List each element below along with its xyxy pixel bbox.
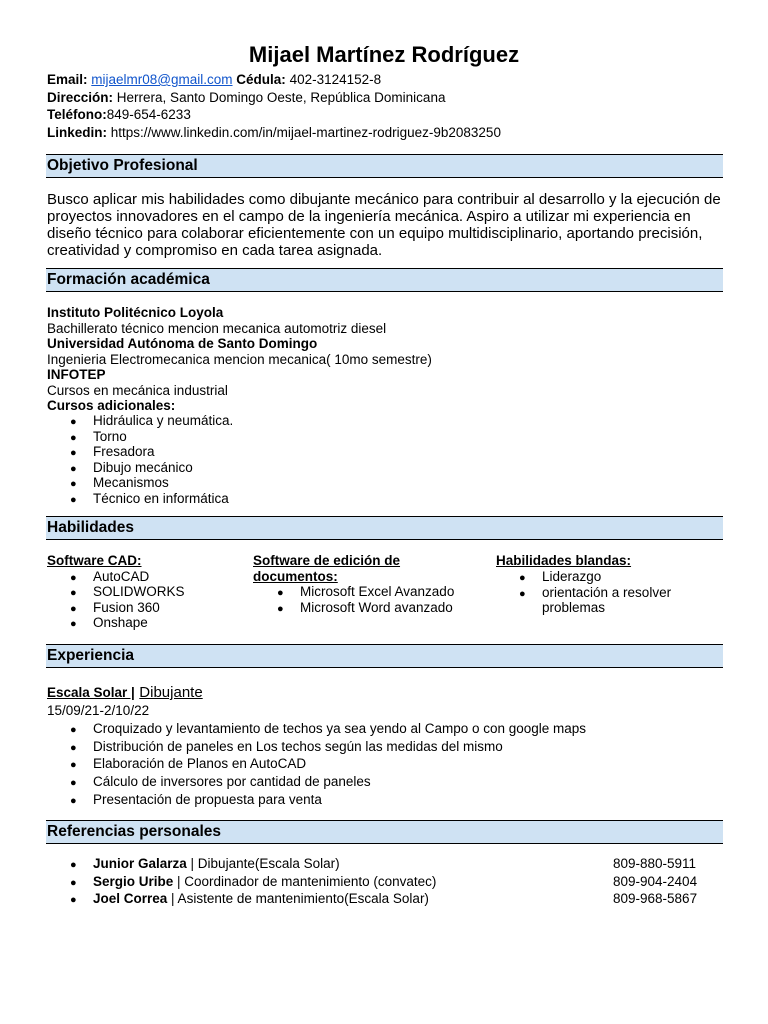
list-item (70, 413, 77, 428)
cedula-label: Cédula: (236, 72, 286, 87)
list-item (277, 600, 284, 615)
bullet-icon: ● (70, 618, 77, 630)
section-header-skills: Habilidades (46, 516, 723, 540)
cad-label: Software CAD: (47, 553, 142, 568)
course-item: Torno (93, 429, 127, 444)
resume-name: Mijael Martínez Rodríguez (248, 42, 520, 67)
job-role: Dibujante (139, 684, 203, 701)
list-item (70, 874, 77, 889)
cad-item: AutoCAD (93, 569, 150, 584)
list-item (70, 584, 77, 599)
list-item (70, 444, 77, 459)
docs-label-line-1: Software de edición de (253, 553, 401, 568)
list-item (70, 756, 77, 771)
reference-item (93, 856, 340, 871)
cedula-value: 402-3124152-8 (289, 72, 382, 87)
list-item (519, 569, 526, 584)
cad-item: Onshape (93, 615, 148, 630)
reference-phone: 809-904-2404 (613, 874, 698, 889)
linkedin-label: Linkedin: (47, 125, 107, 140)
reference-item (93, 874, 436, 889)
bullet-icon: ● (70, 742, 77, 754)
cad-item: SOLIDWORKS (93, 584, 185, 599)
list-item (70, 774, 77, 789)
reference-phone: 809-880-5911 (613, 856, 697, 871)
docs-label-line-2: documentos: (253, 569, 338, 584)
bullet-icon: ● (70, 572, 77, 584)
bullet-icon: ● (519, 572, 526, 584)
cad-item: Fusion 360 (93, 600, 160, 615)
section-header-education: Formación académica (46, 268, 723, 292)
bullet-icon: ● (70, 432, 77, 444)
program-3: Cursos en mecánica industrial (47, 383, 228, 398)
address-value: Herrera, Santo Domingo Oeste, República Dominicana (116, 90, 446, 105)
email-link[interactable]: mijaelmr08@gmail.com (91, 72, 233, 87)
bullet-icon: ● (70, 759, 77, 771)
linkedin-value[interactable]: https://www.linkedin.com/in/mijael-martinez-rodriguez-9b2083250 (110, 125, 501, 140)
bullet-icon: ● (70, 416, 77, 428)
bullet-icon: ● (70, 494, 77, 506)
email-label: Email: (47, 72, 88, 87)
list-item (519, 585, 526, 600)
bullet-icon: ● (277, 603, 284, 615)
bullet-icon: ● (70, 587, 77, 599)
bullet-icon: ● (70, 463, 77, 475)
soft-skill-item-cont: problemas (542, 600, 606, 615)
list-item (70, 891, 77, 906)
bullet-icon: ● (277, 587, 284, 599)
objective-text: Busco aplicar mis habilidades como dibujante mecánico para contribuir al desarrollo y la ejecución de proyectos innovadores en el campo de la ingeniería mecánica. Aspiro a utilizar mi experiencia en diseño técnico para colaborar eficientemente con un equipo multidisciplinario, aportando precisión, creatividad y compromiso en cada tarea asignada. (47, 191, 721, 259)
task-item: Cálculo de inversores por cantidad de paneles (93, 774, 371, 789)
section-header-objective: Objetivo Profesional (46, 154, 723, 178)
list-item (70, 721, 77, 736)
institution-1: Instituto Politécnico Loyola (47, 305, 224, 320)
reference-name: Sergio Uribe (93, 874, 174, 889)
list-item (70, 475, 77, 490)
contact-line-1 (47, 72, 381, 87)
list-item (70, 739, 77, 754)
course-item: Mecanismos (93, 475, 169, 490)
contact-line-4 (47, 125, 501, 140)
bullet-icon: ● (70, 724, 77, 736)
list-item (70, 600, 77, 615)
course-item: Hidráulica y neumática. (93, 413, 234, 428)
bullet-icon: ● (70, 478, 77, 490)
bullet-icon: ● (70, 795, 77, 807)
job-title-line (47, 684, 203, 702)
task-item: Elaboración de Planos en AutoCAD (93, 756, 307, 771)
reference-desc: | Asistente de mantenimiento(Escala Solar) (167, 891, 429, 906)
job-dates: 15/09/21-2/10/22 (47, 703, 150, 718)
institution-2: Universidad Autónoma de Santo Domingo (47, 336, 318, 351)
institution-3: INFOTEP (47, 367, 106, 382)
program-1: Bachillerato técnico mencion mecanica automotriz diesel (47, 321, 387, 336)
bullet-icon: ● (70, 447, 77, 459)
bullet-icon: ● (70, 603, 77, 615)
reference-name: Joel Correa (93, 891, 168, 906)
task-item: Presentación de propuesta para venta (93, 792, 322, 807)
docs-item: Microsoft Word avanzado (300, 600, 453, 615)
contact-line-2 (47, 90, 445, 105)
bullet-icon: ● (70, 894, 77, 906)
courses-label: Cursos adicionales: (47, 398, 176, 413)
list-item (70, 856, 77, 871)
list-item (277, 584, 284, 599)
course-item: Dibujo mecánico (93, 460, 193, 475)
contact-line-3 (47, 107, 191, 122)
bullet-icon: ● (519, 588, 526, 600)
section-header-references: Referencias personales (46, 820, 723, 844)
program-2: Ingenieria Electromecanica mencion mecanica( 10mo semestre) (47, 352, 432, 367)
bullet-icon: ● (70, 877, 77, 889)
section-header-experience: Experiencia (46, 644, 723, 668)
bullet-icon: ● (70, 859, 77, 871)
reference-name: Junior Galarza (93, 856, 187, 871)
reference-item (93, 891, 429, 906)
reference-desc: | Dibujante(Escala Solar) (186, 856, 340, 871)
course-item: Fresadora (93, 444, 155, 459)
list-item (70, 615, 77, 630)
soft-skill-item: Liderazgo (542, 569, 602, 584)
phone-value: 849-654-6233 (106, 107, 191, 122)
list-item (70, 792, 77, 807)
docs-item: Microsoft Excel Avanzado (300, 584, 455, 599)
company-name: Escala Solar | (47, 685, 135, 700)
reference-phone: 809-968-5867 (613, 891, 698, 906)
task-item: Croquizado y levantamiento de techos ya sea yendo al Campo o con google maps (93, 721, 587, 736)
soft-skills-label: Habilidades blandas: (496, 553, 632, 568)
list-item (70, 569, 77, 584)
reference-desc: | Coordinador de mantenimiento (convatec) (173, 874, 437, 889)
course-item: Técnico en informática (93, 491, 229, 506)
address-label: Dirección: (47, 90, 114, 105)
phone-label: Teléfono: (47, 107, 107, 122)
soft-skill-item: orientación a resolver (542, 585, 672, 600)
bullet-icon: ● (70, 777, 77, 789)
task-item: Distribución de paneles en Los techos según las medidas del mismo (93, 739, 503, 754)
list-item (70, 429, 77, 444)
list-item (70, 491, 77, 506)
list-item (70, 460, 77, 475)
